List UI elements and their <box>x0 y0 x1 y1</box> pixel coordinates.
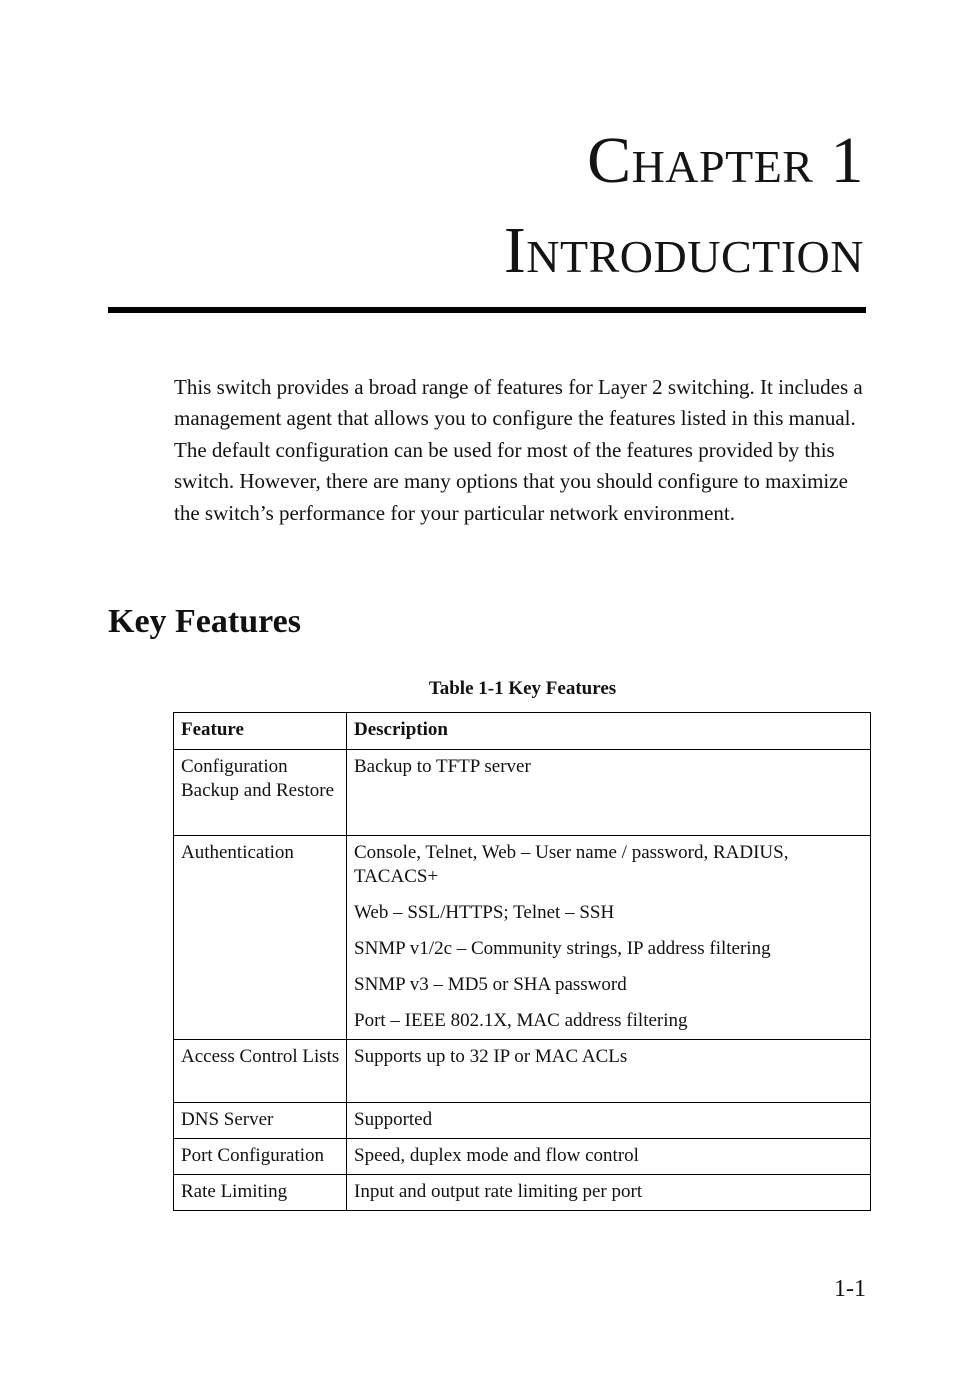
feature-cell: DNS Server <box>174 1103 347 1139</box>
feature-cell: Configuration Backup and Restore <box>174 750 347 836</box>
description-line: Port – IEEE 802.1X, MAC address filtering <box>354 1010 688 1031</box>
description-line: Supports up to 32 IP or MAC ACLs <box>354 1046 628 1067</box>
table-row <box>174 1139 871 1175</box>
description-line: SNMP v3 – MD5 or SHA password <box>354 974 627 995</box>
table-row <box>174 1040 871 1103</box>
description-line: Backup to TFTP server <box>354 756 531 777</box>
description-cell <box>347 836 871 1040</box>
column-header-description: Description <box>347 713 871 750</box>
key-features-table <box>173 712 871 1211</box>
feature-cell: Authentication <box>174 836 347 1040</box>
description-line: SNMP v1/2c – Community strings, IP address filtering <box>354 938 771 959</box>
feature-cell: Port Configuration <box>174 1139 347 1175</box>
table-caption: Table 1-1 Key Features <box>428 678 617 699</box>
table-row <box>174 1103 871 1139</box>
table-row <box>174 836 871 1040</box>
table-header-row <box>174 713 871 750</box>
description-line: Web – SSL/HTTPS; Telnet – SSH <box>354 902 615 923</box>
description-line: Speed, duplex mode and flow control <box>354 1145 639 1166</box>
table-row <box>174 1175 871 1211</box>
intro-paragraph: This switch provides a broad range of features for Layer 2 switching. It includes a management agent that allows you to configure the features listed in this manual. The default configuration can be used for most of the features provided by this switch. However, there are many options that you should configure to maximize the switch’s performance for your particular network environment. <box>174 375 863 525</box>
description-cell <box>347 1040 871 1103</box>
feature-cell: Rate Limiting <box>174 1175 347 1211</box>
chapter-divider <box>108 307 866 313</box>
chapter-title: Introduction <box>503 214 864 287</box>
description-cell <box>347 1103 871 1139</box>
page-number: 1-1 <box>834 1276 866 1302</box>
chapter-label: Chapter 1 <box>587 124 864 197</box>
description-line: Input and output rate limiting per port <box>354 1181 643 1202</box>
section-heading: Key Features <box>108 603 301 640</box>
feature-cell: Access Control Lists <box>174 1040 347 1103</box>
table-row <box>174 750 871 836</box>
column-header-feature: Feature <box>174 713 347 750</box>
description-cell <box>347 1139 871 1175</box>
description-cell <box>347 750 871 836</box>
description-cell <box>347 1175 871 1211</box>
description-line: Console, Telnet, Web – User name / password, RADIUS, TACACS+ <box>354 842 789 887</box>
description-line: Supported <box>354 1109 433 1130</box>
